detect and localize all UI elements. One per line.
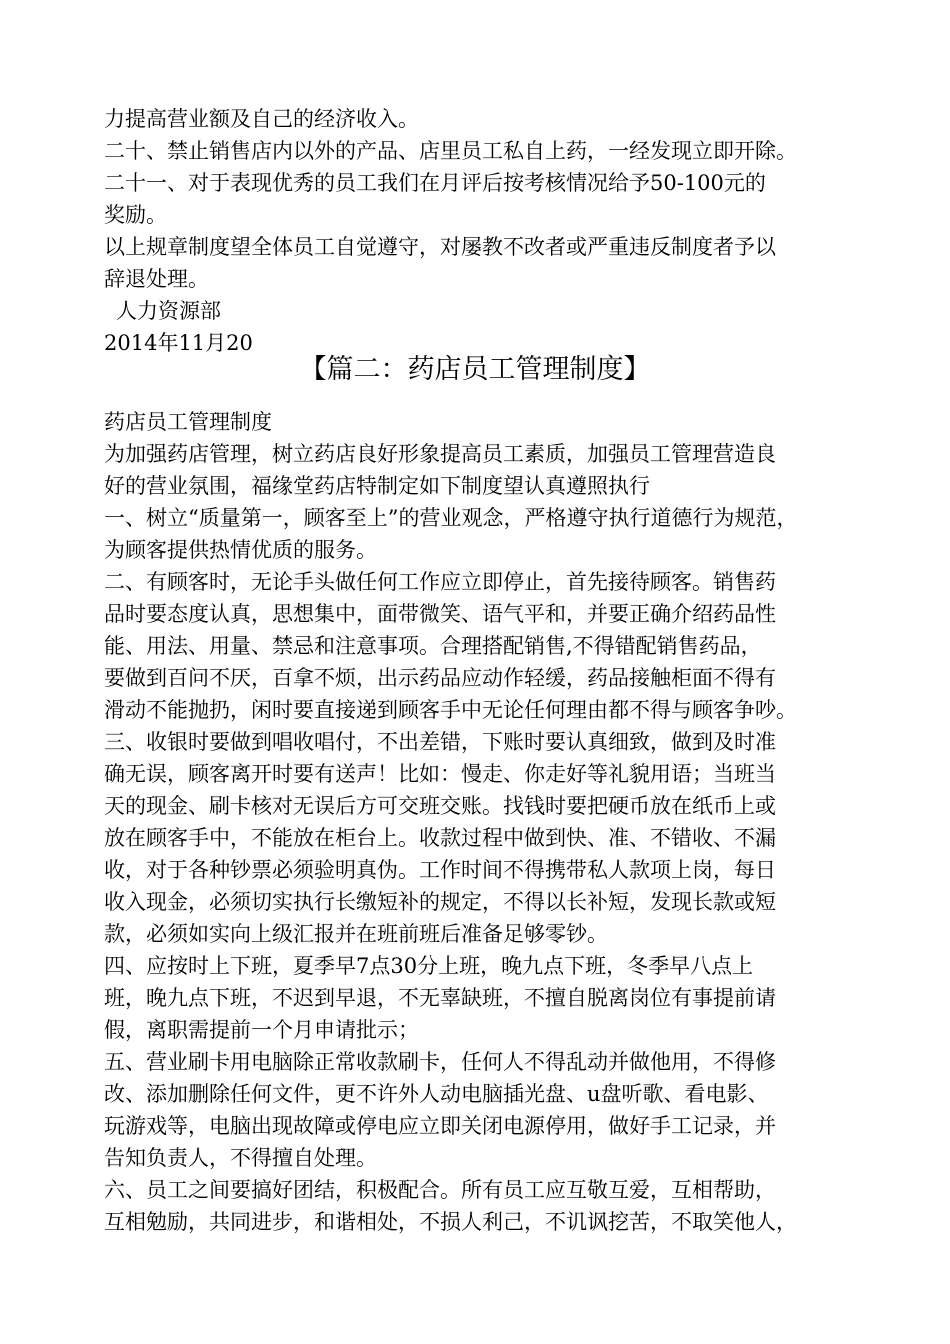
text-line: 收，对于各种钞票必须验明真伪。工作时间不得携带私人款项上岗，每日: [104, 858, 776, 882]
text-line: 四、应按时上下班，夏季早7点30分上班，晚九点下班，冬季早八点上: [104, 954, 754, 978]
text-line: 款，必须如实向上级汇报并在班前班后准备足够零钞。: [104, 922, 608, 946]
text-line: 为顾客提供热情优质的服务。: [104, 538, 377, 562]
section-heading: 【篇二：药店员工管理制度】: [299, 354, 651, 385]
signature-department: 人力资源部: [116, 299, 221, 323]
text-line: 二、有顾客时，无论手头做任何工作应立即停止，首先接待顾客。销售药: [104, 570, 776, 594]
text-line: 假，离职需提前一个月申请批示；: [104, 1018, 419, 1042]
text-line: 告知负责人，不得擅自处理。: [104, 1146, 377, 1170]
text-line: 好的营业氛围，福缘堂药店特制定如下制度望认真遵照执行: [104, 474, 650, 498]
text-line: 五、营业刷卡用电脑除正常收款刷卡，任何人不得乱动并做他用，不得修: [104, 1050, 776, 1074]
text-line: 放在顾客手中，不能放在柜台上。收款过程中做到快、准、不错收、不漏: [104, 826, 776, 850]
text-line: 玩游戏等，电脑出现故障或停电应立即关闭电源停用，做好手工记录，并: [104, 1114, 776, 1138]
text-line: 天的现金、刷卡核对无误后方可交班交账。找钱时要把硬币放在纸币上或: [104, 794, 776, 818]
text-line: 要做到百问不厌，百拿不烦，出示药品应动作轻缓，药品接触柜面不得有: [104, 666, 776, 690]
text-line: 以上规章制度望全体员工自觉遵守，对屡教不改者或严重违反制度者予以: [104, 235, 776, 259]
text-line: 力提高营业额及自己的经济收入。: [104, 107, 419, 131]
text-line: 二十一、对于表现优秀的员工我们在月评后按考核情况给予50-100元的: [104, 171, 766, 195]
text-line: 收入现金，必须切实执行长缴短补的规定，不得以长补短，发现长款或短: [104, 890, 776, 914]
text-line: 互相勉励，共同进步，和谐相处，不损人利己，不讥讽挖苦，不取笑他人，: [104, 1210, 797, 1234]
signature-date: 2014年11月20: [104, 331, 253, 355]
text-line: 一、树立“质量第一，顾客至上”的营业观念，严格遵守执行道德行为规范，: [104, 506, 798, 530]
text-line: 品时要态度认真，思想集中，面带微笑、语气平和，并要正确介绍药品性: [104, 602, 776, 626]
text-line: 辞退处理。: [104, 267, 209, 291]
text-line: 确无误，顾客离开时要有送声！比如：慢走、你走好等礼貌用语；当班当: [104, 762, 776, 786]
text-line: 六、员工之间要搞好团结，积极配合。所有员工应互敬互爱，互相帮助，: [104, 1178, 776, 1202]
text-line: 奖励。: [104, 203, 167, 227]
text-line: 药店员工管理制度: [104, 410, 272, 434]
text-line: 班，晚九点下班，不迟到早退，不无辜缺班，不擅自脱离岗位有事提前请: [104, 986, 776, 1010]
text-line: 能、用法、用量、禁忌和注意事项。合理搭配销售,不得错配销售药品，: [104, 634, 762, 658]
text-line: 滑动不能抛扔，闲时要直接递到顾客手中无论任何理由都不得与顾客争吵。: [104, 698, 797, 722]
text-line: 为加强药店管理，树立药店良好形象提高员工素质，加强员工管理营造良: [104, 442, 776, 466]
text-line: 改、添加删除任何文件，更不许外人动电脑插光盘、u盘听歌、看电影、: [104, 1082, 769, 1106]
text-line: 二十、禁止销售店内以外的产品、店里员工私自上药，一经发现立即开除。: [104, 139, 797, 163]
text-line: 三、收银时要做到唱收唱付，不出差错，下账时要认真细致，做到及时准: [104, 730, 776, 754]
